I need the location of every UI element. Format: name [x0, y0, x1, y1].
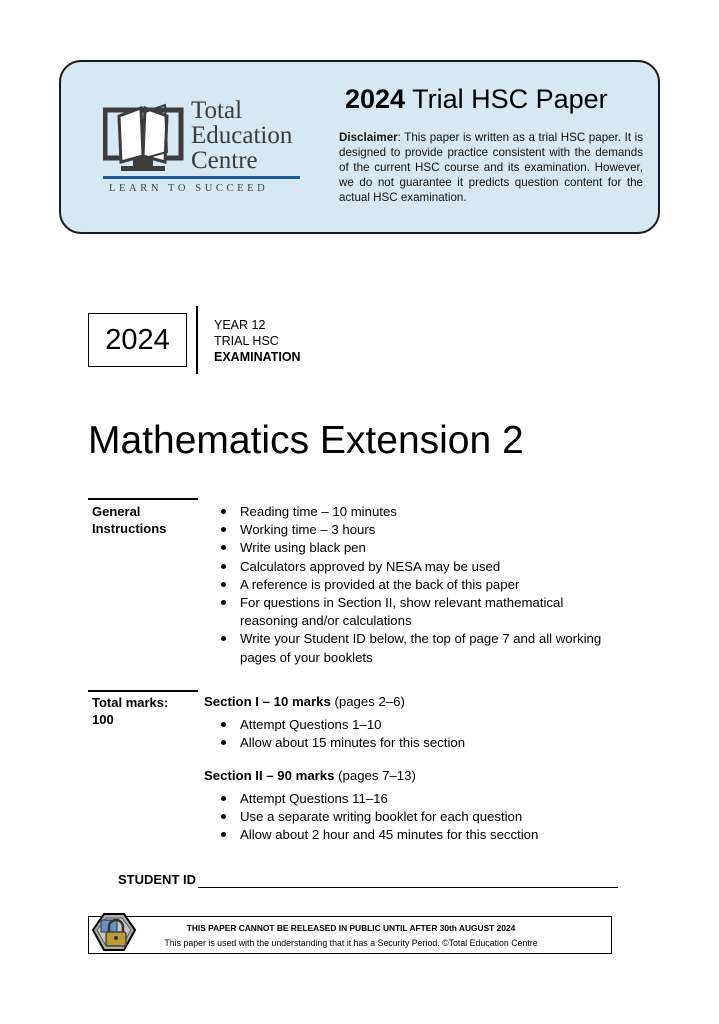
logo-rule: [103, 176, 300, 179]
footer-security-note: This paper is used with the understanding that it has a Security Period. ©Total Education Centre: [164, 938, 538, 948]
section2-title: Section II – 90 marks: [204, 768, 335, 783]
list-item: Allow about 2 hour and 45 minutes for this secction: [218, 826, 640, 844]
list-item: Write using black pen: [218, 539, 640, 557]
disclaimer-text: : This paper is written as a trial HSC paper. It is designed to provide practice consistent with the demands of the current HSC course and its examination. However, we do not guarantee it predicts question content for the actual HSC examination.: [339, 131, 643, 204]
general-instructions-list: [218, 503, 640, 667]
list-item: Reading time – 10 minutes: [218, 503, 640, 521]
list-item: A reference is provided at the back of this paper: [218, 576, 640, 594]
general-rule: [88, 498, 198, 500]
section1-list: [218, 716, 640, 752]
logo-text-education: Education: [191, 122, 293, 149]
exam-type: [214, 317, 301, 365]
footer-release-notice: THIS PAPER CANNOT BE RELEASED IN PUBLIC UNTIL AFTER 30th AUGUST 2024: [186, 923, 516, 933]
book-monitor-icon: [103, 102, 189, 174]
list-item: Use a separate writing booklet for each question: [218, 808, 640, 826]
section2-pages: (pages 7–13): [334, 768, 416, 783]
banner-title: [345, 84, 608, 115]
banner-title-year: 2024: [345, 84, 406, 114]
list-item: Attempt Questions 11–16: [218, 790, 640, 808]
exam-examination: EXAMINATION: [214, 350, 301, 364]
header-banner: [59, 60, 660, 234]
subject-title: Mathematics Extension 2: [88, 419, 524, 462]
list-item: Write your Student ID below, the top of page 7 and all working pages of your booklets: [218, 630, 630, 666]
section2-list: [218, 790, 640, 845]
section1-title: Section I – 10 marks: [204, 694, 331, 709]
section1-heading: [204, 694, 405, 709]
student-id-label: STUDENT ID: [118, 872, 196, 887]
logo-tagline: LEARN TO SUCCEED: [109, 183, 269, 194]
year-box: 2024: [88, 313, 187, 367]
list-item: Attempt Questions 1–10: [218, 716, 640, 734]
disclaimer-label: Disclaimer: [339, 131, 398, 144]
banner-title-text: Trial HSC Paper: [412, 84, 608, 114]
total-marks-text: Total marks:: [92, 695, 169, 710]
year-separator: [196, 306, 198, 374]
security-footer: [88, 916, 612, 954]
section1-pages: (pages 2–6): [330, 694, 405, 709]
disclaimer: [339, 130, 643, 205]
logo-text-centre: Centre: [191, 147, 258, 174]
general-label-line2: Instructions: [92, 521, 167, 536]
general-instructions-label: [92, 503, 166, 537]
list-item: Allow about 15 minutes for this section: [218, 734, 640, 752]
exam-trial: TRIAL HSC: [214, 334, 279, 348]
logo-text-total: Total: [191, 97, 243, 124]
exam-year-level: YEAR 12: [214, 318, 266, 332]
tec-logo: [103, 98, 303, 198]
general-label-line1: General: [92, 504, 141, 519]
list-item: For questions in Section II, show relevant mathematical reasoning and/or calculations: [218, 594, 600, 630]
list-item: Working time – 3 hours: [218, 521, 640, 539]
security-padlock-icon: [91, 912, 137, 958]
total-marks-value: 100: [92, 712, 114, 727]
marks-rule: [88, 690, 198, 692]
section2-heading: [204, 768, 416, 783]
total-marks-label: [92, 694, 168, 728]
list-item: Calculators approved by NESA may be used: [218, 558, 640, 576]
student-id-field[interactable]: [198, 887, 618, 888]
